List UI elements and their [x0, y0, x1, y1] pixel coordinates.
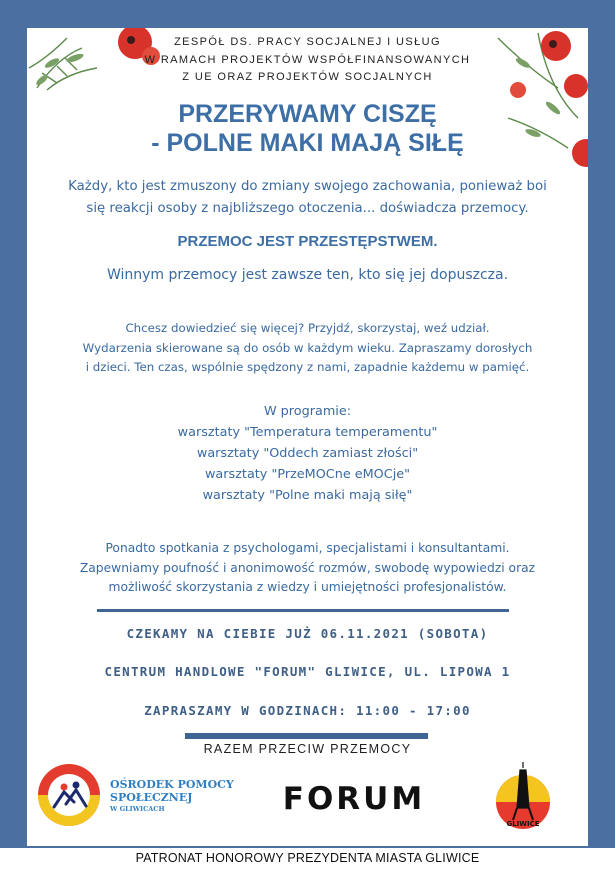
extra-line-1: Ponadto spotkania z psychologami, specjalistami i konsultantami. — [105, 541, 510, 555]
title-line-1: PRZERYWAMY CISZĘ — [178, 100, 437, 128]
footer-patronage: PATRONAT HONOROWY PREZYDENTA MIASTA GLIWICE — [135, 851, 480, 865]
extra-line-3: możliwość skorzystania z wiedzy i umiejętności profesjonalistów. — [108, 580, 507, 594]
header-line-2: W RAMACH PROJEKTÓW WSPÓŁFINANSOWANYCH — [144, 54, 471, 66]
slogan-bar — [185, 733, 428, 739]
program-item: warsztaty "PrzeMOCne eMOCje" — [204, 467, 411, 482]
gliwice-logo-icon — [493, 760, 553, 832]
event-hours: ZAPRASZAMY W GODZINACH: 11:00 - 17:00 — [144, 703, 471, 718]
invite-line-2: Wydarzenia skierowane są do osób w każdym wieku. Zapraszamy dorosłych — [82, 341, 533, 355]
ops-line-3: W GLIWICACH — [110, 805, 165, 813]
blame-statement: Winnym przemocy jest zawsze ten, kto się jej dopuszcza. — [106, 267, 509, 283]
invite-line-1: Chcesz dowiedzieć się więcej? Przyjdź, skorzystaj, weź udział. — [125, 321, 490, 335]
ops-line-1: OŚRODEK POMOCY — [110, 778, 234, 791]
ops-logo-icon — [36, 762, 102, 828]
ops-logo-text — [110, 778, 240, 814]
slogan: RAZEM PRZECIW PRZEMOCY — [203, 742, 412, 756]
intro-line-1: Każdy, kto jest zmuszony do zmiany swojego zachowania, ponieważ boi — [68, 179, 547, 194]
program-item: warsztaty "Polne maki mają siłę" — [202, 488, 413, 503]
extra-line-2: Zapewniamy poufność i anonimowość rozmów, swobodę wypowiedzi oraz — [79, 561, 536, 575]
title-line-2: - POLNE MAKI MAJĄ SIŁĘ — [151, 129, 464, 157]
gliwice-logo-text: GLIWICE — [506, 820, 540, 828]
program-heading: W programie: — [263, 404, 352, 419]
header-line-3: Z UE ORAZ PROJEKTÓW SOCJALNYCH — [182, 71, 433, 83]
intro-line-2: się reakcji osoby z najbliższego otoczenia... doświadcza przemocy. — [86, 201, 529, 216]
event-date: CZEKAMY NA CIEBIE JUŻ 06.11.2021 (SOBOTA) — [126, 626, 489, 641]
invite-line-3: i dzieci. Ten czas, wspólnie spędzony z nami, zapadnie każdemu w pamięć. — [85, 360, 530, 374]
forum-logo: FORUM — [282, 781, 426, 817]
ops-line-2: SPOŁECZNEJ — [110, 791, 193, 804]
crime-statement: PRZEMOC JEST PRZESTĘPSTWEM. — [177, 233, 438, 250]
program-item: warsztaty "Temperatura temperamentu" — [177, 425, 438, 440]
header-line-1: ZESPÓŁ DS. PRACY SOCJALNEJ I USŁUG — [174, 36, 441, 48]
program-item: warsztaty "Oddech zamiast złości" — [196, 446, 419, 461]
event-place: CENTRUM HANDLOWE "FORUM" GLIWICE, UL. LIPOWA 1 — [104, 664, 511, 679]
divider-bar — [97, 609, 509, 612]
